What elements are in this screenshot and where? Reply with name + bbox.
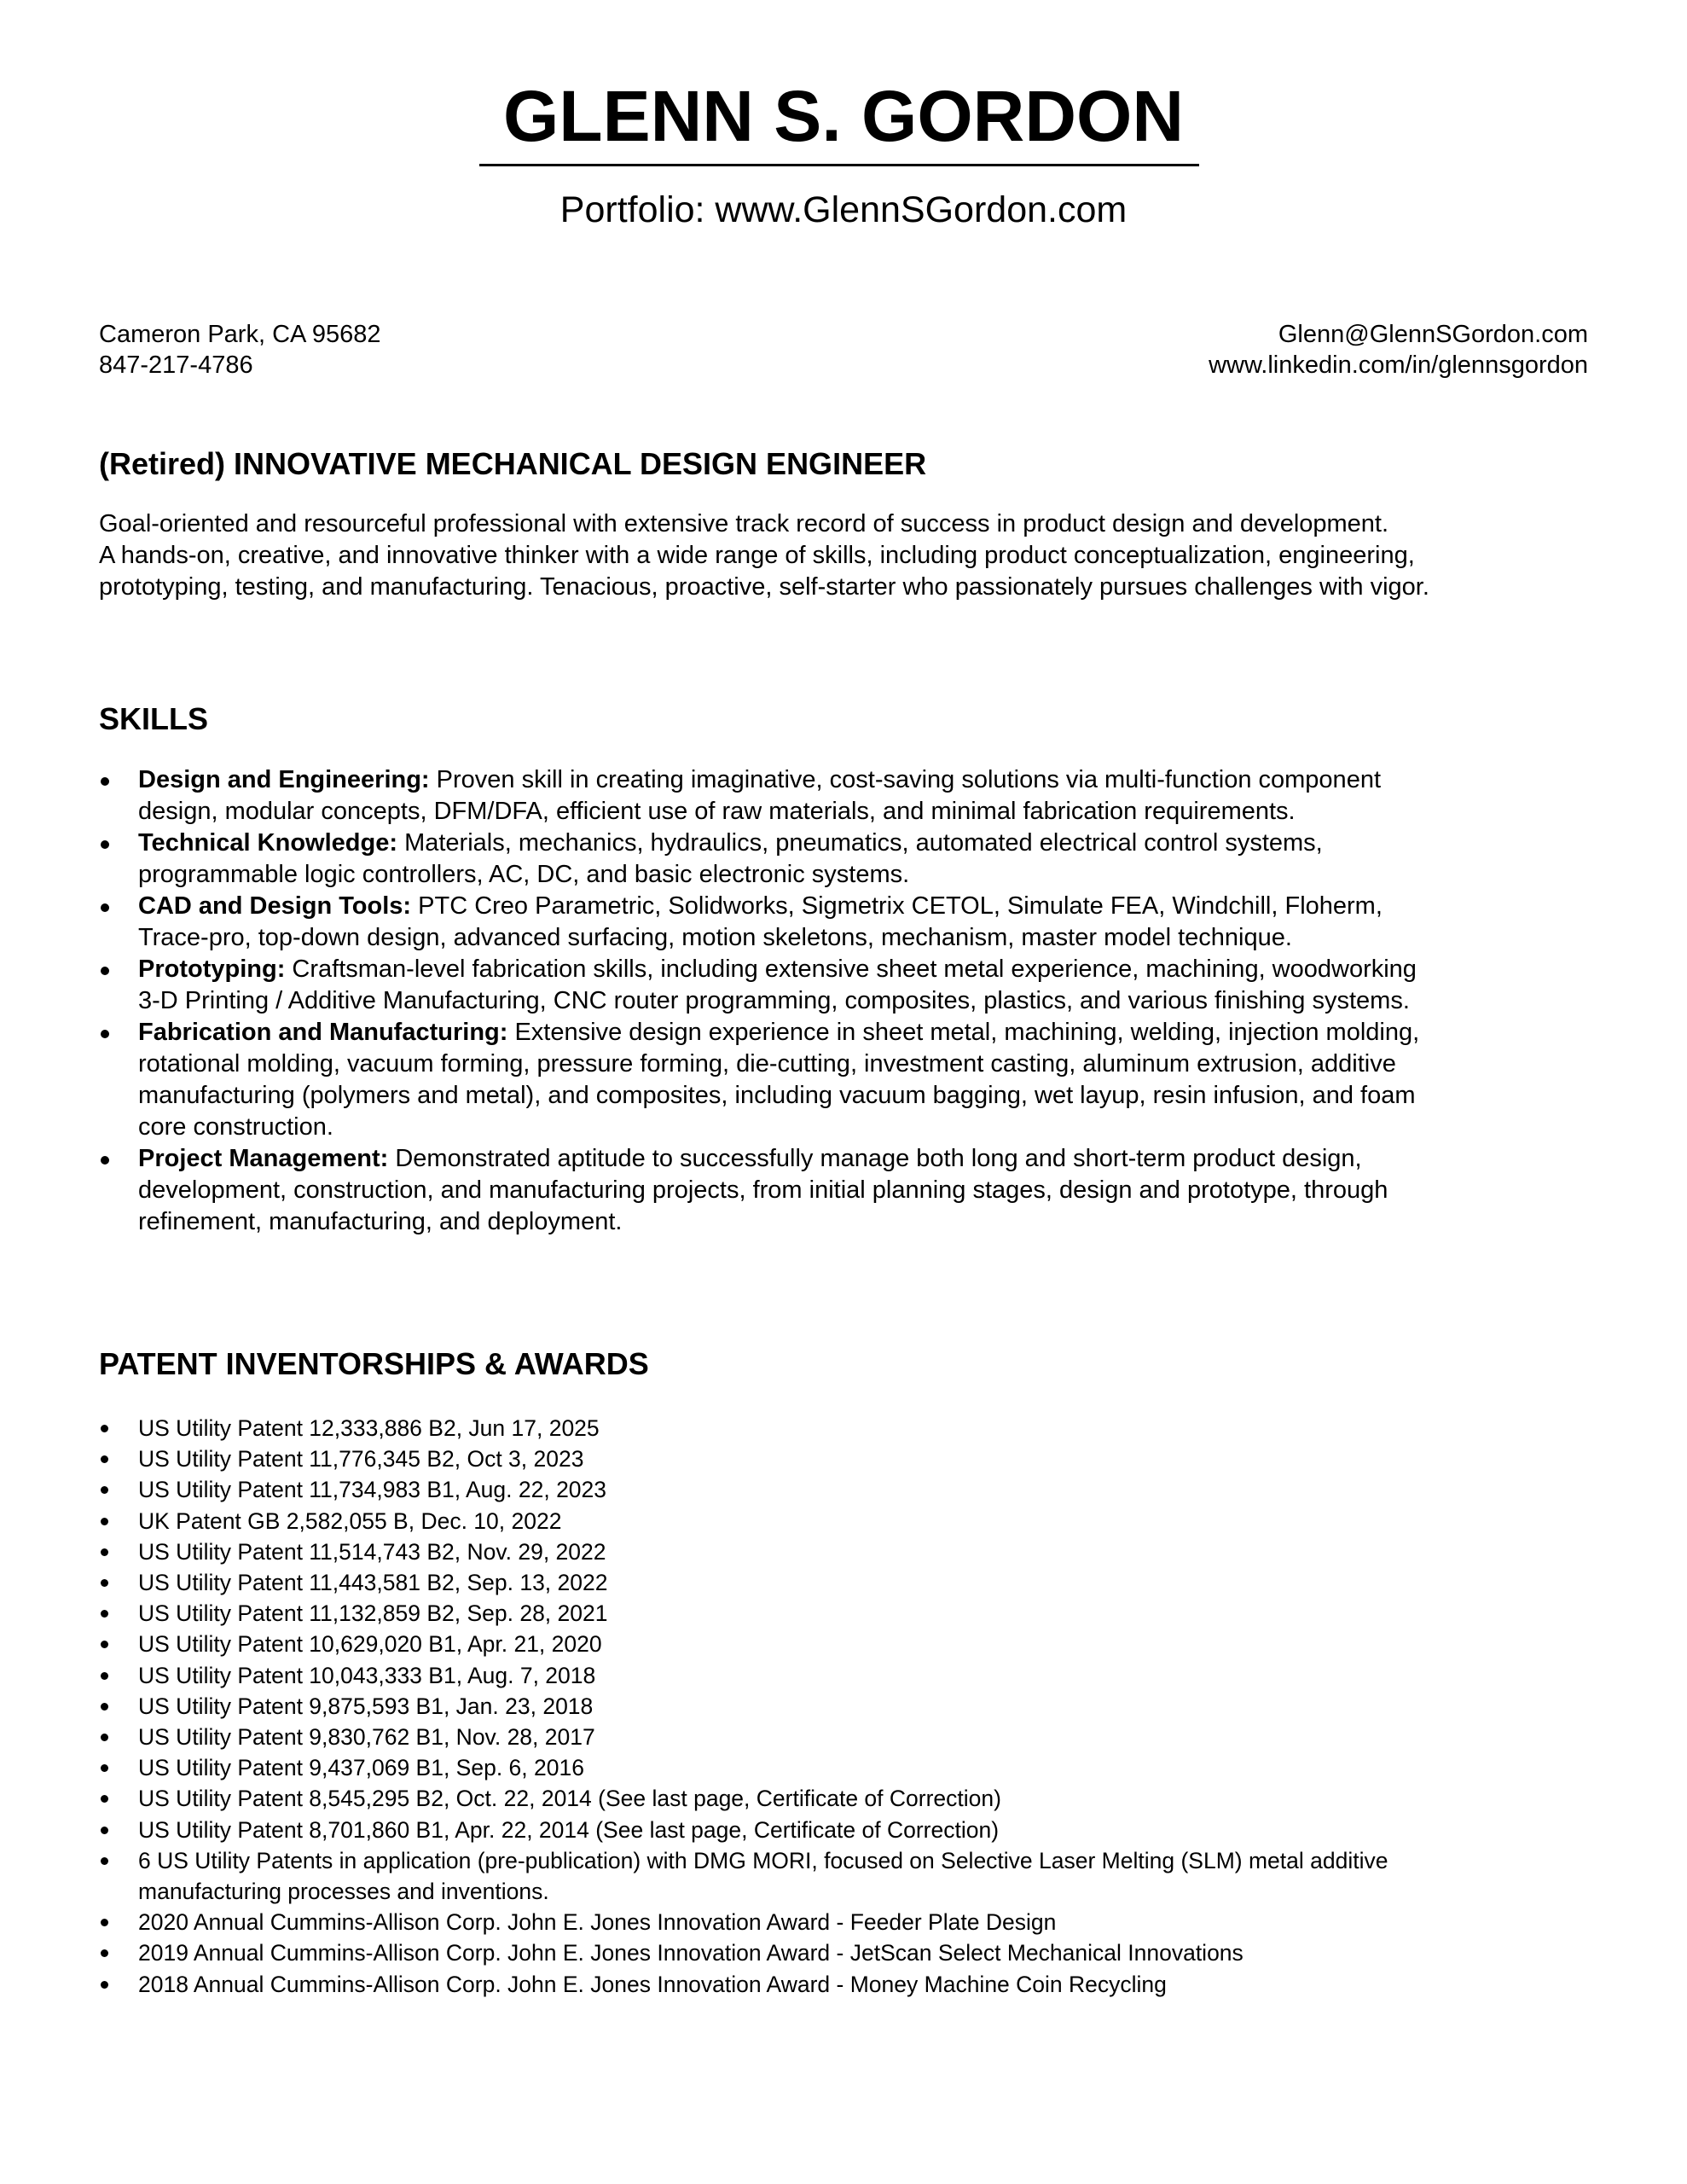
bullet-icon	[101, 1641, 108, 1648]
patent-item: US Utility Patent 11,776,345 B2, Oct 3, 2023	[99, 1443, 1600, 1474]
skill-item	[99, 954, 1600, 1017]
skill-item	[99, 1143, 1600, 1238]
skill-text: manufacturing (polymers and metal), and composites, including vacuum bagging, wet layup, resin infusion, and foam	[138, 1082, 1416, 1109]
skill-text: Materials, mechanics, hydraulics, pneumatics, automated electrical control systems,	[397, 829, 1323, 857]
phone-number: 847-217-4786	[99, 351, 253, 379]
skill-label: Technical Knowledge:	[138, 829, 398, 857]
bullet-icon	[101, 1703, 108, 1711]
skill-item	[99, 1017, 1600, 1143]
skills-list	[99, 764, 1600, 1238]
bullet-icon	[101, 967, 109, 975]
bullet-icon	[101, 1672, 108, 1680]
skill-label: Project Management:	[138, 1145, 389, 1172]
patent-application-item: 6 US Utility Patents in application (pre-publication) with DMG MORI, focused on Selective Laser Melting (SLM) metal additive manufacturing processes and inventions.	[99, 1845, 1600, 1907]
skill-text: programmable logic controllers, AC, DC, and basic electronic systems.	[138, 861, 910, 888]
summary-heading: (Retired) INNOVATIVE MECHANICAL DESIGN ENGINEER	[99, 446, 927, 481]
bullet-icon	[101, 777, 109, 786]
patent-item: US Utility Patent 11,132,859 B2, Sep. 28, 2021	[99, 1598, 1600, 1629]
bullet-icon	[101, 1857, 108, 1865]
bullet-icon	[101, 1156, 109, 1165]
skill-item	[99, 891, 1600, 954]
contact-left	[99, 319, 380, 380]
skill-text: refinement, manufacturing, and deployment.	[138, 1208, 623, 1235]
summary-line: A hands-on, creative, and innovative thinker with a wide range of skills, including product conceptualization, engineering,	[99, 542, 1415, 569]
award-item: 2018 Annual Cummins-Allison Corp. John E. Jones Innovation Award - Money Machine Coin Recycling	[99, 1969, 1600, 2000]
patent-item: US Utility Patent 9,875,593 B1, Jan. 23, 2018	[99, 1691, 1600, 1722]
award-item: 2020 Annual Cummins-Allison Corp. John E. Jones Innovation Award - Feeder Plate Design	[99, 1907, 1600, 1937]
patent-item: US Utility Patent 9,830,762 B1, Nov. 28, 2017	[99, 1722, 1600, 1752]
bullet-icon	[101, 1455, 108, 1463]
patent-item: US Utility Patent 9,437,069 B1, Sep. 6, 2016	[99, 1752, 1600, 1783]
patent-item: US Utility Patent 8,701,860 B1, Apr. 22, 2014 (See last page, Certificate of Correction)	[99, 1815, 1600, 1845]
patent-item: US Utility Patent 12,333,886 B2, Jun 17, 2025	[99, 1413, 1600, 1443]
bullet-icon	[101, 1949, 108, 1957]
skill-text: PTC Creo Parametric, Solidworks, Sigmetrix CETOL, Simulate FEA, Windchill, Floherm,	[411, 892, 1383, 920]
contact-right	[1209, 319, 1588, 380]
location: Cameron Park, CA 95682	[99, 321, 381, 348]
bullet-icon	[101, 903, 109, 912]
patent-item: US Utility Patent 10,629,020 B1, Apr. 21, 2020	[99, 1629, 1600, 1659]
bullet-icon	[101, 1486, 108, 1494]
patent-item: US Utility Patent 11,443,581 B2, Sep. 13, 2022	[99, 1567, 1600, 1598]
bullet-icon	[101, 1548, 108, 1556]
name-divider	[479, 164, 1199, 166]
skills-heading: SKILLS	[99, 701, 209, 736]
bullet-icon	[101, 1764, 108, 1772]
skill-item	[99, 828, 1600, 891]
patent-item: US Utility Patent 11,514,743 B2, Nov. 29, 2022	[99, 1536, 1600, 1567]
bullet-icon	[101, 1518, 108, 1525]
bullet-icon	[101, 1579, 108, 1587]
skill-label: CAD and Design Tools:	[138, 892, 412, 920]
bullet-icon	[101, 1827, 108, 1834]
patent-item: US Utility Patent 8,545,295 B2, Oct. 22, 2014 (See last page, Certificate of Correction)	[99, 1783, 1600, 1814]
patent-item: US Utility Patent 10,043,333 B1, Aug. 7, 2018	[99, 1660, 1600, 1691]
skill-text: Demonstrated aptitude to successfully manage both long and short-term product design,	[388, 1145, 1362, 1172]
skill-text: core construction.	[138, 1113, 333, 1141]
skill-text: rotational molding, vacuum forming, pressure forming, die-cutting, investment casting, aluminum extrusion, additive	[138, 1050, 1396, 1077]
skill-item	[99, 764, 1600, 828]
skill-text: 3-D Printing / Additive Manufacturing, CNC router programming, composites, plastics, and various finishing systems.	[138, 987, 1410, 1014]
skill-text: Craftsman-level fabrication skills, including extensive sheet metal experience, machining, woodworking	[285, 956, 1417, 983]
summary-paragraph	[99, 508, 1600, 603]
bullet-icon	[101, 840, 109, 849]
skill-text: development, construction, and manufacturing projects, from initial planning stages, design and prototype, through	[138, 1176, 1388, 1204]
summary-line: Goal-oriented and resourceful professional with extensive track record of success in product design and development.	[99, 510, 1389, 537]
linkedin-link[interactable]: www.linkedin.com/in/glennsgordon	[1209, 351, 1588, 379]
skill-label: Fabrication and Manufacturing:	[138, 1019, 508, 1046]
skill-label: Prototyping:	[138, 956, 286, 983]
patent-item: US Utility Patent 11,734,983 B1, Aug. 22, 2023	[99, 1474, 1600, 1505]
candidate-name: GLENN S. GORDON	[502, 76, 1185, 156]
skill-text: Proven skill in creating imaginative, cost-saving solutions via multi-function component	[429, 766, 1382, 793]
bullet-icon	[101, 1795, 108, 1803]
patents-list	[99, 1413, 1600, 2000]
skill-text: Trace-pro, top-down design, advanced surfacing, motion skeletons, mechanism, master model technique.	[138, 924, 1292, 951]
skill-label: Design and Engineering:	[138, 766, 430, 793]
bullet-icon	[101, 1030, 109, 1038]
skill-text: design, modular concepts, DFM/DFA, efficient use of raw materials, and minimal fabrication requirements.	[138, 798, 1296, 825]
email-link[interactable]: Glenn@GlennSGordon.com	[1278, 321, 1588, 348]
bullet-icon	[101, 1734, 108, 1741]
skill-text: Extensive design experience in sheet metal, machining, welding, injection molding,	[507, 1019, 1420, 1046]
patent-item: UK Patent GB 2,582,055 B, Dec. 10, 2022	[99, 1506, 1600, 1536]
bullet-icon	[101, 1425, 108, 1432]
patents-heading: PATENT INVENTORSHIPS & AWARDS	[99, 1346, 649, 1381]
bullet-icon	[101, 1919, 108, 1926]
award-item: 2019 Annual Cummins-Allison Corp. John E. Jones Innovation Award - JetScan Select Mechanical Innovations	[99, 1937, 1600, 1968]
portfolio-link[interactable]: Portfolio: www.GlennSGordon.com	[559, 189, 1128, 230]
bullet-icon	[101, 1610, 108, 1618]
bullet-icon	[101, 1981, 108, 1989]
summary-line: prototyping, testing, and manufacturing. Tenacious, proactive, self-starter who passionately pursues challenges with vigor.	[99, 573, 1429, 601]
